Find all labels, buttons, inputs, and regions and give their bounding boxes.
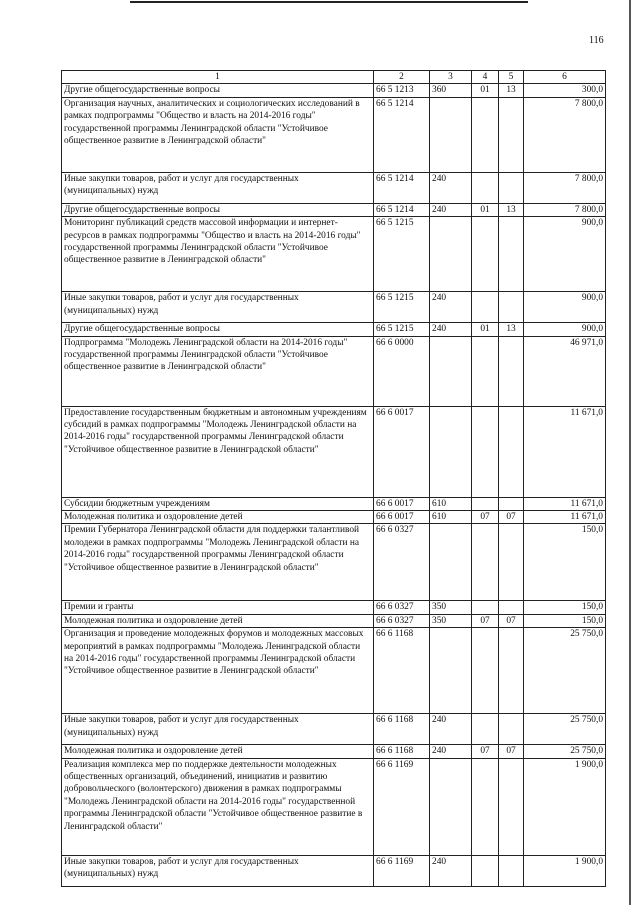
row-amount: 25 750,0 [524,714,606,745]
row-amount: 1 900,0 [524,758,606,855]
table-row [62,217,606,292]
row-subsection: 07 [499,745,524,758]
row-amount: 46 971,0 [524,336,606,406]
row-description: Субсидии бюджетным учреждениям [62,497,374,510]
row-target-code: 66 6 0327 [374,614,430,627]
table-row [62,745,606,758]
row-expense-type: 240 [430,172,472,203]
row-subsection: 07 [499,614,524,627]
row-expense-type: 240 [430,323,472,336]
row-description: Иные закупки товаров, работ и услуг для государственных (муниципальных) нужд [62,172,374,203]
row-subsection: 13 [499,84,524,97]
row-expense-type: 360 [430,84,472,97]
page-number: 116 [589,35,604,46]
row-expense-type [430,97,472,172]
row-section [472,217,499,292]
row-description: Молодежная политика и оздоровление детей [62,511,374,524]
row-target-code: 66 5 1215 [374,292,430,323]
row-subsection [499,172,524,203]
table-row [62,511,606,524]
row-subsection [499,601,524,614]
row-amount: 900,0 [524,292,606,323]
row-expense-type [430,758,472,855]
row-amount: 11 671,0 [524,497,606,510]
row-section: 07 [472,614,499,627]
row-target-code: 66 5 1215 [374,323,430,336]
row-description: Премии и гранты [62,601,374,614]
row-target-code: 66 6 0000 [374,336,430,406]
row-description: Иные закупки товаров, работ и услуг для государственных (муниципальных) нужд [62,292,374,323]
row-target-code: 66 6 0327 [374,524,430,601]
row-target-code: 66 5 1215 [374,217,430,292]
table-row [62,614,606,627]
row-target-code: 66 6 1168 [374,628,430,714]
row-section [472,628,499,714]
row-description: Другие общегосударственные вопросы [62,323,374,336]
row-subsection [499,97,524,172]
row-target-code: 66 6 1168 [374,714,430,745]
row-subsection [499,855,524,886]
row-section [472,97,499,172]
table-row [62,84,606,97]
row-section [472,336,499,406]
row-subsection [499,758,524,855]
row-section [472,406,499,497]
table-row [62,97,606,172]
row-target-code: 66 6 1169 [374,855,430,886]
row-description: Реализация комплекса мер по поддержке деятельности молодежных общественных организаций, объединений, инициатив и развитию добровольческого (волонтерского) движения в рамках подпрограммы "Молодежь Ленинградской области на 2014-2016 годы" государственной программы Ленинградской области "Устойчивое общественное развитие в Ленинградской области" [62,758,374,855]
header-col-5: 5 [499,71,524,84]
row-expense-type: 240 [430,745,472,758]
row-amount: 25 750,0 [524,628,606,714]
table-row [62,855,606,886]
row-subsection [499,628,524,714]
row-section [472,497,499,510]
row-description: Иные закупки товаров, работ и услуг для государственных (муниципальных) нужд [62,855,374,886]
row-subsection [499,524,524,601]
row-description: Премии Губернатора Ленинградской области для поддержки талантливой молодежи в рамках подпрограммы "Молодежь Ленинградской области на 2014-2016 годы" государственной программы Ленинградской области "Устойчивое общественное развитие в Ленинградской области" [62,524,374,601]
row-subsection [499,336,524,406]
row-expense-type: 240 [430,855,472,886]
row-amount: 11 671,0 [524,406,606,497]
row-description: Подпрограмма "Молодежь Ленинградской области на 2014-2016 годы" государственной программы Ленинградской области "Устойчивое общественное развитие в Ленинградской области" [62,336,374,406]
table-row [62,714,606,745]
row-subsection [499,714,524,745]
table-row [62,203,606,216]
row-amount: 7 800,0 [524,97,606,172]
row-target-code: 66 6 0017 [374,497,430,510]
row-amount: 11 671,0 [524,511,606,524]
row-section [472,292,499,323]
header-col-6: 6 [524,71,606,84]
row-section [472,758,499,855]
row-expense-type [430,336,472,406]
row-subsection [499,217,524,292]
scan-right-border [629,0,631,905]
row-section [472,714,499,745]
row-amount: 900,0 [524,323,606,336]
row-description: Мониторинг публикаций средств массовой информации и интернет-ресурсов в рамках подпрограммы "Общество и власть на 2014-2016 годы" государственной программы Ленинградской области "Устойчивое общественное развитие в Ленинградской области" [62,217,374,292]
row-section [472,601,499,614]
row-amount: 150,0 [524,524,606,601]
table-row [62,336,606,406]
budget-table [61,70,606,887]
row-amount: 150,0 [524,614,606,627]
row-description: Молодежная политика и оздоровление детей [62,745,374,758]
row-target-code: 66 6 0017 [374,406,430,497]
scan-top-border [130,1,528,3]
row-subsection [499,497,524,510]
header-col-4: 4 [472,71,499,84]
row-description: Организация научных, аналитических и социологических исследований в рамках подпрограммы "Общество и власть на 2014-2016 годы" государственной программы Ленинградской области "Устойчивое общественное развитие в Ленинградской области" [62,97,374,172]
table-row [62,601,606,614]
row-expense-type: 610 [430,497,472,510]
row-subsection: 13 [499,323,524,336]
table-header-row [62,71,606,84]
row-expense-type: 240 [430,292,472,323]
table-row [62,292,606,323]
row-description: Предоставление государственным бюджетным и автономным учреждениям субсидий в рамках подпрограммы "Молодежь Ленинградской области на 2014-2016 годы" государственной программы Ленинградской области "Устойчивое общественное развитие в Ленинградской области" [62,406,374,497]
row-expense-type: 610 [430,511,472,524]
table-row [62,628,606,714]
header-col-1: 1 [62,71,374,84]
row-subsection [499,292,524,323]
row-amount: 150,0 [524,601,606,614]
row-amount: 25 750,0 [524,745,606,758]
row-section: 07 [472,745,499,758]
row-target-code: 66 6 0017 [374,511,430,524]
row-amount: 1 900,0 [524,855,606,886]
row-target-code: 66 5 1214 [374,97,430,172]
row-section [472,172,499,203]
row-target-code: 66 5 1213 [374,84,430,97]
row-target-code: 66 6 0327 [374,601,430,614]
header-col-3: 3 [430,71,472,84]
table-row [62,323,606,336]
row-expense-type: 240 [430,203,472,216]
row-section: 01 [472,203,499,216]
row-section [472,855,499,886]
row-expense-type: 240 [430,714,472,745]
row-expense-type: 350 [430,614,472,627]
row-description: Иные закупки товаров, работ и услуг для государственных (муниципальных) нужд [62,714,374,745]
row-target-code: 66 5 1214 [374,203,430,216]
row-expense-type [430,406,472,497]
row-amount: 7 800,0 [524,203,606,216]
row-description: Организация и проведение молодежных форумов и молодежных массовых мероприятий в рамках подпрограммы "Молодежь Ленинградской области на 2014-2016 годы" государственной программы Ленинградской области "Устойчивое общественное развитие в Ленинградской области" [62,628,374,714]
table-row [62,758,606,855]
row-subsection [499,406,524,497]
row-section: 01 [472,84,499,97]
row-section: 07 [472,511,499,524]
row-section: 01 [472,323,499,336]
row-expense-type: 350 [430,601,472,614]
table-row [62,406,606,497]
row-description: Молодежная политика и оздоровление детей [62,614,374,627]
row-expense-type [430,628,472,714]
row-description: Другие общегосударственные вопросы [62,203,374,216]
row-target-code: 66 6 1168 [374,745,430,758]
table-row [62,524,606,601]
row-description: Другие общегосударственные вопросы [62,84,374,97]
row-expense-type [430,217,472,292]
table-row [62,172,606,203]
row-amount: 900,0 [524,217,606,292]
row-amount: 300,0 [524,84,606,97]
row-section [472,524,499,601]
row-subsection: 13 [499,203,524,216]
row-amount: 7 800,0 [524,172,606,203]
row-expense-type [430,524,472,601]
row-target-code: 66 5 1214 [374,172,430,203]
table-row [62,497,606,510]
header-col-2: 2 [374,71,430,84]
row-target-code: 66 6 1169 [374,758,430,855]
row-subsection: 07 [499,511,524,524]
